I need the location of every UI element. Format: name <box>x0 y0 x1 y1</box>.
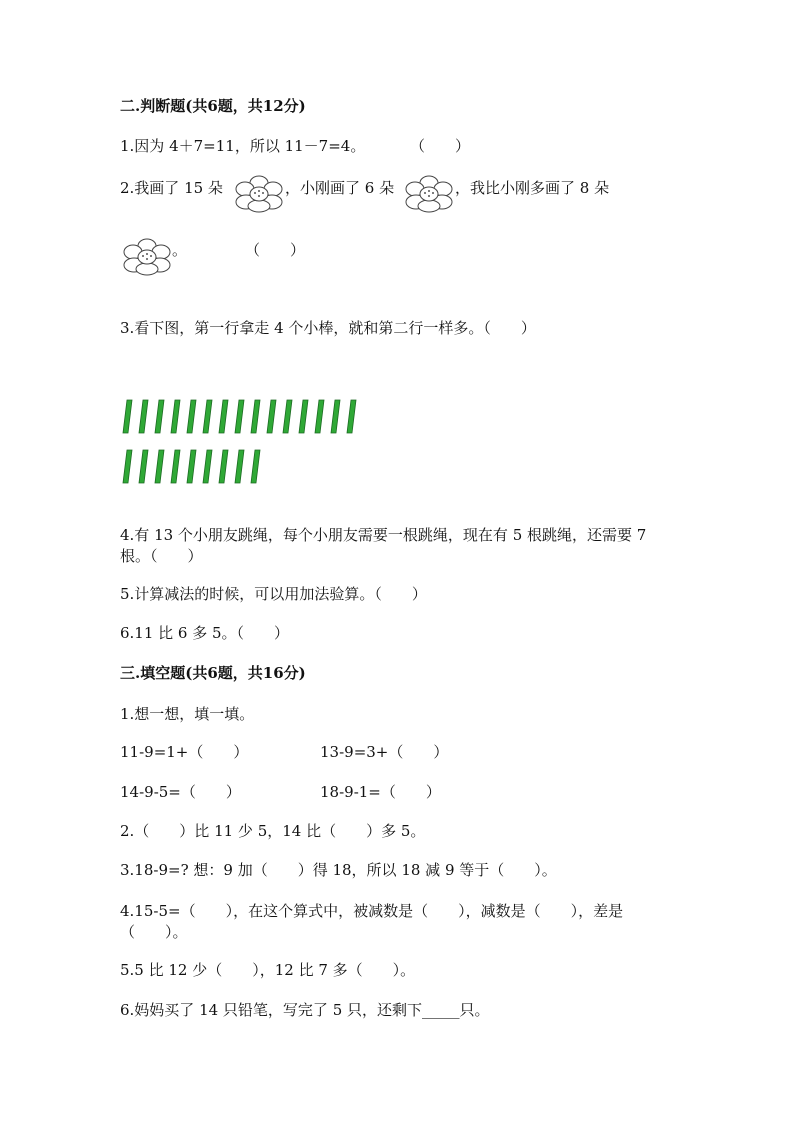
flower-icon <box>403 174 455 214</box>
s3-q1-item-d: 18-9-1=（ ） <box>320 783 441 801</box>
stick-row1-stick <box>171 400 180 433</box>
s3-q1-item-b: 13-9=3+（ ） <box>320 743 449 761</box>
flower-icon <box>121 237 173 277</box>
s2-q1-text: 1.因为 4＋7=11，所以 11－7=4。 <box>120 137 366 155</box>
s3-q1-text: 1.想一想，填一填。 <box>120 705 255 723</box>
stick-row2-stick <box>171 450 180 483</box>
stick-row1-stick <box>139 400 148 433</box>
s2-q2-answer-paren[interactable]: （ ） <box>245 241 306 259</box>
section3-heading: 三.填空题(共6题，共16分) <box>120 664 306 682</box>
stick-row1-stick <box>299 400 308 433</box>
stick-row2-stick <box>235 450 244 483</box>
stick-row1-stick <box>251 400 260 433</box>
s2-q1-answer-paren[interactable]: （ ） <box>410 137 471 155</box>
stick-row1-stick <box>187 400 196 433</box>
stick-row2-stick <box>155 450 164 483</box>
stick-row1-stick <box>347 400 356 433</box>
s3-q1-item-c: 14-9-5=（ ） <box>120 783 241 801</box>
stick-row1-stick <box>235 400 244 433</box>
s2-q2-part-a: 2.我画了 15 朵 <box>120 179 223 197</box>
stick-row2-stick <box>187 450 196 483</box>
s2-q6-text: 6.11 比 6 多 5。（ ） <box>120 624 290 642</box>
stick-row1-stick <box>315 400 324 433</box>
flower-icon <box>233 174 285 214</box>
stick-row2-stick <box>219 450 228 483</box>
stick-row2-stick <box>139 450 148 483</box>
s3-q2-text: 2.（ ）比 11 少 5，14 比（ ）多 5。 <box>120 822 426 840</box>
stick-row2-stick <box>123 450 132 483</box>
s3-q5-text: 5.5 比 12 少（ ），12 比 7 多（ ）。 <box>120 961 416 979</box>
s3-q3-text: 3.18-9=? 想：9 加（ ）得 18，所以 18 减 9 等于（ ）。 <box>120 861 557 879</box>
s3-q6-text: 6.妈妈买了 14 只铅笔，写完了 5 只，还剩下_____只。 <box>120 1001 490 1019</box>
stick-row1-stick <box>331 400 340 433</box>
stick-row1-stick <box>123 400 132 433</box>
stick-row1-stick <box>267 400 276 433</box>
stick-row1-stick <box>203 400 212 433</box>
section2-heading: 二.判断题(共6题，共12分) <box>120 97 306 115</box>
s2-q2-part-c: ，我比小刚多画了 8 朵 <box>455 179 610 197</box>
s2-q2-part-b: ，小刚画了 6 朵 <box>285 179 395 197</box>
s3-q4-line2: （ ）。 <box>120 923 188 941</box>
s2-q5-text: 5.计算减法的时候，可以用加法验算。（ ） <box>120 585 427 603</box>
s2-q4-line1: 4.有 13 个小朋友跳绳，每个小朋友需要一根跳绳，现在有 5 根跳绳，还需要 7 <box>120 526 647 544</box>
s2-q3-text: 3.看下图，第一行拿走 4 个小棒，就和第二行一样多。（ ） <box>120 319 536 337</box>
sticks-figure <box>120 396 380 486</box>
stick-row2-stick <box>203 450 212 483</box>
s2-q2-end: 。 <box>172 241 188 259</box>
stick-row2-stick <box>251 450 260 483</box>
s3-q1-item-a: 11-9=1+（ ） <box>120 743 249 761</box>
stick-row1-stick <box>219 400 228 433</box>
s2-q4-line2: 根。（ ） <box>120 547 203 565</box>
s3-q4-line1: 4.15-5=（ ），在这个算式中，被减数是（ ），减数是（ ），差是 <box>120 902 624 920</box>
stick-row1-stick <box>155 400 164 433</box>
stick-row1-stick <box>283 400 292 433</box>
